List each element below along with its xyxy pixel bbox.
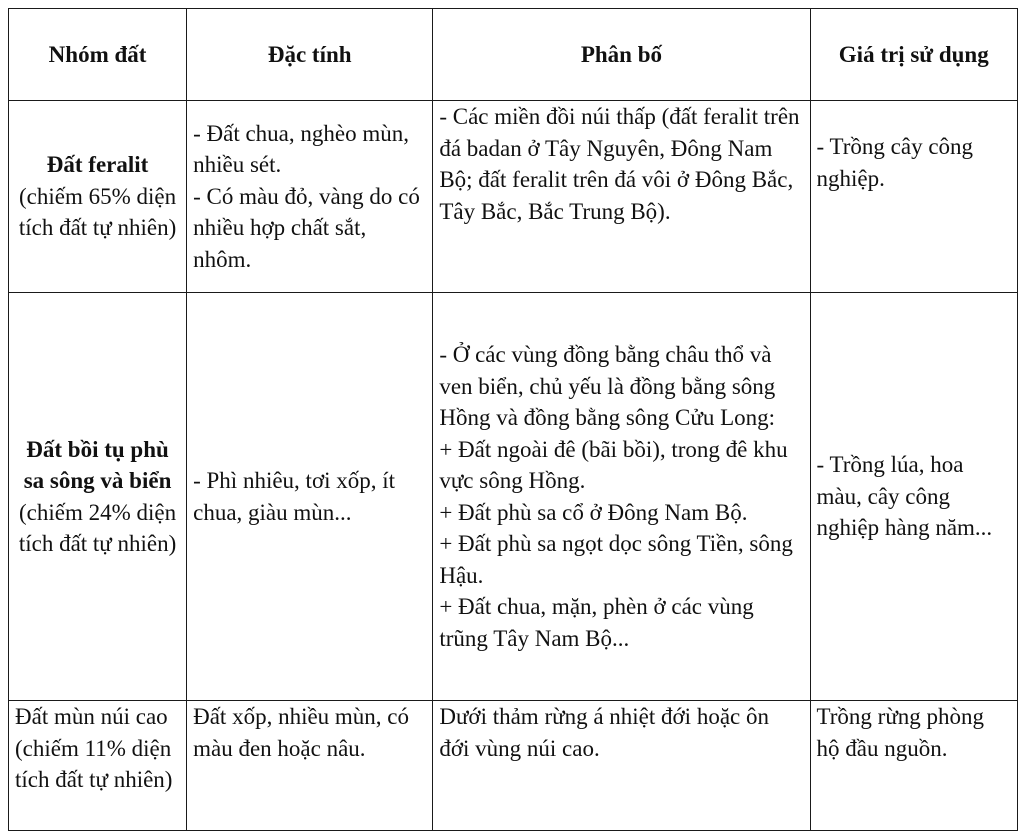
distribution-cell (433, 101, 810, 293)
usage-cell (810, 701, 1017, 831)
usage-cell (810, 101, 1017, 293)
property-item: - Đất chua, nghèo mùn, nhiều sét. (193, 120, 409, 178)
header-soil-group: Nhóm đất (9, 9, 187, 101)
properties-cell (187, 293, 433, 701)
distribution-item: Dưới thảm rừng á nhiệt đới hoặc ôn đới vùng núi cao. (439, 704, 769, 761)
properties-cell (187, 701, 433, 831)
soil-group-title: Đất bồi tụ phù sa sông và biển (23, 436, 172, 493)
header-usage-value: Giá trị sử dụng (810, 9, 1017, 101)
distribution-item: - Các miền đồi núi thấp (đất feralit trên đá badan ở Tây Nguyên, Đông Nam Bộ; đất feralit trên đá vôi ở Đông Bắc, Tây Bắc, Bắc Trung Bộ). (439, 104, 800, 224)
soil-group-title: Đất mùn núi cao (15, 704, 168, 729)
soil-group-cell (9, 701, 187, 831)
property-item: Đất xốp, nhiều mùn, có màu đen hoặc nâu. (193, 704, 410, 761)
soil-group-cell (9, 101, 187, 293)
soil-group-cell (9, 293, 187, 701)
distribution-item: + Đất phù sa cổ ở Đông Nam Bộ. (439, 499, 748, 525)
usage-cell (810, 293, 1017, 701)
table-row (9, 701, 1018, 831)
distribution-cell (433, 701, 810, 831)
soil-groups-table (8, 8, 1018, 831)
distribution-item: + Đất chua, mặn, phèn ở các vùng trũng Tây Nam Bộ... (439, 594, 754, 651)
header-distribution: Phân bố (433, 9, 810, 101)
distribution-item: - Ở các vùng đồng bằng châu thổ và ven biển, chủ yếu là đồng bằng sông Hồng và đồng bằng sông Cửu Long: (439, 342, 776, 430)
usage-text: - Trồng cây công nghiệp. (816, 134, 974, 191)
distribution-cell (433, 293, 810, 701)
distribution-item: + Đất phù sa ngọt dọc sông Tiền, sông Hậu. (439, 531, 793, 588)
distribution-item: + Đất ngoài đê (bãi bồi), trong đê khu vực sông Hồng. (439, 436, 788, 493)
property-item: - Có màu đỏ, vàng do có nhiều hợp chất sắt, nhôm. (193, 183, 420, 272)
properties-cell (187, 101, 433, 293)
soil-group-note: (chiếm 11% diện tích đất tự nhiên) (15, 735, 173, 792)
table-header-row (9, 9, 1018, 101)
table-row (9, 101, 1018, 293)
soil-group-note: (chiếm 24% diện tích đất tự nhiên) (18, 499, 177, 556)
table-row (9, 293, 1018, 701)
soil-group-note: (chiếm 65% diện tích đất tự nhiên) (18, 183, 177, 241)
document-page (8, 8, 1018, 830)
usage-text: Trồng rừng phòng hộ đầu nguồn. (816, 704, 985, 761)
header-properties: Đặc tính (187, 9, 433, 101)
property-item: - Phì nhiêu, tơi xốp, ít chua, giàu mùn... (193, 468, 396, 525)
usage-text: - Trồng lúa, hoa màu, cây công nghiệp hàng năm... (816, 452, 993, 541)
soil-group-title: Đất feralit (46, 152, 149, 178)
